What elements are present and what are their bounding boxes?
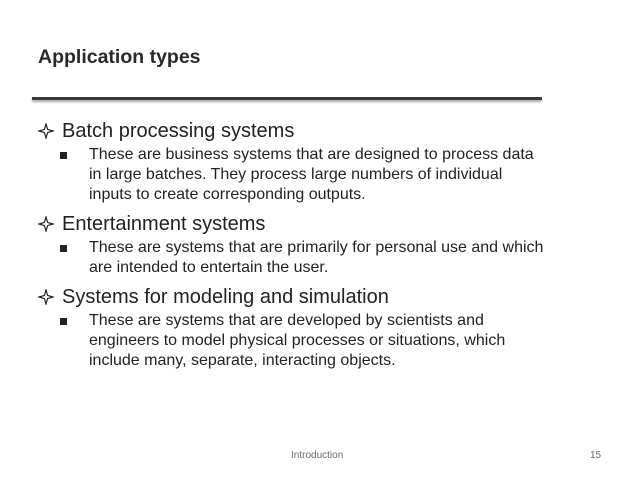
four-point-star-outline-icon [38, 211, 62, 237]
section-entertainment [38, 211, 608, 278]
bullet-text [89, 311, 608, 371]
section-heading-text: Systems for modeling and simulation [62, 286, 389, 308]
bullet-list [38, 311, 608, 371]
bullet-line: These are systems that are developed by scientists and [89, 312, 484, 329]
four-point-star-outline-icon [38, 284, 62, 310]
square-bullet-icon [52, 311, 89, 331]
slide-title: Application types [38, 46, 201, 68]
bullet-line: include many, separate, interacting objects. [89, 352, 396, 369]
footer-section-label: Introduction [291, 450, 344, 461]
bullet-line: inputs to create corresponding outputs. [89, 186, 366, 203]
section-heading [38, 211, 608, 237]
section-heading-text: Entertainment systems [62, 213, 266, 235]
square-bullet-icon [52, 145, 89, 165]
section-heading [38, 284, 608, 310]
list-item [52, 238, 608, 278]
page-number: 15 [590, 450, 602, 461]
bullet-line: in large batches. They process large numbers of individual [89, 166, 503, 183]
bullet-list [38, 145, 608, 205]
bullet-text [89, 238, 608, 278]
bullet-line: are intended to entertain the user. [89, 259, 329, 276]
slide-content [38, 118, 608, 377]
list-item [52, 311, 608, 371]
section-modeling-simulation [38, 284, 608, 371]
bullet-line: These are business systems that are designed to process data [89, 146, 534, 163]
square-bullet-icon [52, 238, 89, 258]
bullet-line: These are systems that are primarily for personal use and which [89, 239, 544, 256]
bullet-text [89, 145, 608, 205]
list-item [52, 145, 608, 205]
section-heading-text: Batch processing systems [62, 120, 295, 142]
section-batch-processing [38, 118, 608, 205]
title-divider [32, 97, 542, 100]
section-heading [38, 118, 608, 144]
bullet-list [38, 238, 608, 278]
four-point-star-outline-icon [38, 118, 62, 144]
bullet-line: engineers to model physical processes or situations, which [89, 332, 506, 349]
